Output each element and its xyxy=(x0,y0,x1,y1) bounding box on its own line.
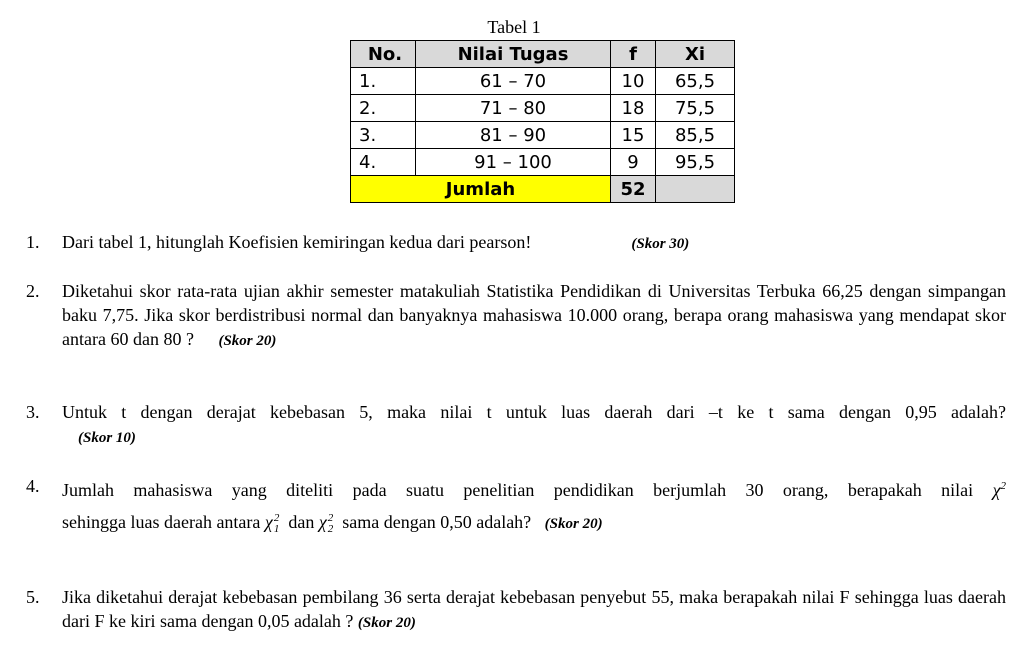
question-number: 3. xyxy=(26,402,40,422)
question-score: (Skor 20) xyxy=(218,333,277,349)
question-score: (Skor 20) xyxy=(357,615,416,631)
table-header-row xyxy=(351,41,735,68)
question-number: 4. xyxy=(26,476,40,496)
cell-xi: 95,5 xyxy=(656,149,735,176)
question-score: (Skor 30) xyxy=(631,236,690,252)
question-number: 2. xyxy=(26,281,40,301)
header-no: No. xyxy=(351,41,416,68)
total-empty-cell xyxy=(656,176,735,203)
cell-xi: 85,5 xyxy=(656,122,735,149)
cell-no: 3. xyxy=(351,122,416,149)
cell-f: 9 xyxy=(611,149,656,176)
header-f: f xyxy=(611,41,656,68)
question-text: Diketahui skor rata-rata ujian akhir semester matakuliah Statistika Pendidikan di Universitas Terbuka 66,25 dengan simpangan baku 7,75. Jika skor berdistribusi normal dan banyaknya mahasiswa 10.000 orang, berapa orang mahasiswa yang mendapat skor antara 60 dan 80 ? xyxy=(62,281,1006,349)
question-text-end: sama dengan 0,50 adalah? xyxy=(342,512,532,532)
question-5 xyxy=(26,585,1006,635)
question-3 xyxy=(26,400,1006,450)
question-text: Untuk t dengan derajat kebebasan 5, maka nilai t untuk luas daerah dari –t ke t sama dengan 0,95 adalah? xyxy=(62,402,1006,422)
cell-no: 4. xyxy=(351,149,416,176)
chi-square-symbol: $\chi^2$ xyxy=(992,480,1006,500)
conjunction-dan: dan xyxy=(288,512,315,532)
question-score: (Skor 10) xyxy=(78,430,136,446)
cell-nilai: 61 – 70 xyxy=(416,68,611,95)
header-xi: Xi xyxy=(656,41,735,68)
question-score: (Skor 20) xyxy=(544,516,603,532)
cell-nilai: 91 – 100 xyxy=(416,149,611,176)
question-number: 5. xyxy=(26,587,40,607)
cell-nilai: 71 – 80 xyxy=(416,95,611,122)
question-text-continued: sehingga luas daerah antara xyxy=(62,512,261,532)
cell-f: 18 xyxy=(611,95,656,122)
question-text: Jumlah mahasiswa yang diteliti pada suatu penelitian pendidikan berjumlah 30 orang, berapakah nilai xyxy=(62,480,974,500)
cell-f: 10 xyxy=(611,68,656,95)
chi-square-1-symbol: χ 2 1 xyxy=(264,511,280,535)
cell-xi: 75,5 xyxy=(656,95,735,122)
table-caption: Tabel 1 xyxy=(487,17,541,37)
header-nilai-tugas: Nilai Tugas xyxy=(416,41,611,68)
question-text: Jika diketahui derajat kebebasan pembilang 36 serta derajat kebebasan penyebut 55, maka berapakah nilai F sehingga luas daerah dari F ke kiri sama dengan 0,05 adalah ? xyxy=(62,587,1006,631)
question-text: Dari tabel 1, hitunglah Koefisien kemiringan kedua dari pearson! xyxy=(62,232,532,252)
question-number: 1. xyxy=(26,232,40,252)
question-1 xyxy=(26,230,1006,256)
table-row xyxy=(351,122,735,149)
cell-no: 2. xyxy=(351,95,416,122)
table-row xyxy=(351,68,735,95)
chi-square-2-symbol: χ 2 2 xyxy=(318,511,334,535)
table-total-row xyxy=(351,176,735,203)
cell-xi: 65,5 xyxy=(656,68,735,95)
total-label: Jumlah xyxy=(351,176,611,203)
table-row xyxy=(351,149,735,176)
cell-nilai: 81 – 90 xyxy=(416,122,611,149)
table-row xyxy=(351,95,735,122)
question-2 xyxy=(26,279,1006,353)
question-4 xyxy=(26,474,1006,536)
cell-f: 15 xyxy=(611,122,656,149)
total-value: 52 xyxy=(611,176,656,203)
frequency-table xyxy=(350,40,735,203)
cell-no: 1. xyxy=(351,68,416,95)
